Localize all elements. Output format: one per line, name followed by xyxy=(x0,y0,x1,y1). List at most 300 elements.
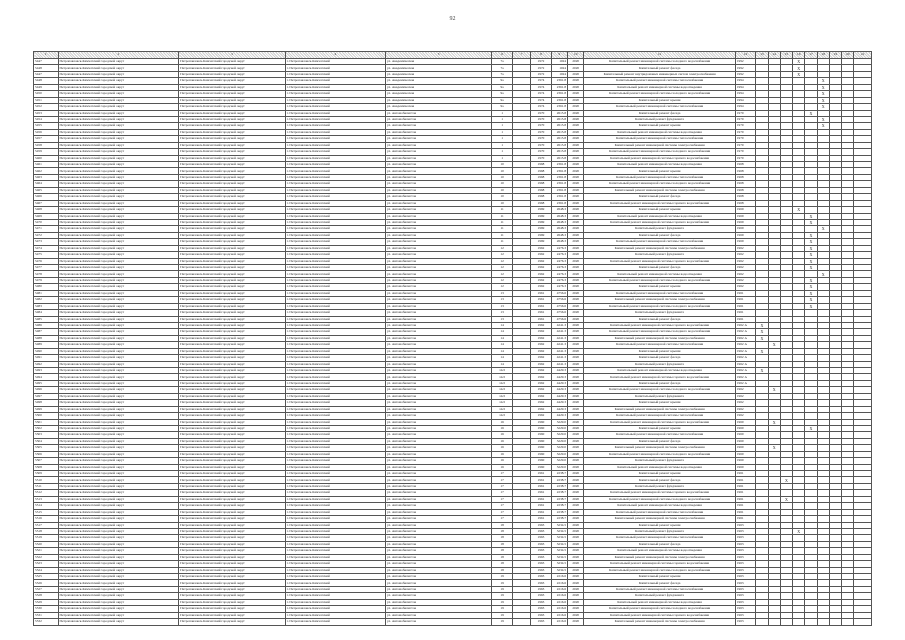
house-cell: 13 xyxy=(492,290,512,296)
street-cell: ул. Автомобилистов xyxy=(385,187,491,193)
district-cell: Петропавловск-Камчатский городской округ xyxy=(179,355,285,361)
owner-cell: Петропавловск-Камчатский городской округ xyxy=(58,554,179,560)
row-number: 5524 xyxy=(34,567,59,573)
year-end-cell: 1962 xyxy=(735,245,755,251)
city-cell: г. Петропавловск-Камчатский xyxy=(285,290,385,296)
house-cell: 9а xyxy=(492,78,512,84)
street-cell: ул. Автомобилистов xyxy=(385,116,491,122)
year-end-cell: 1963 xyxy=(735,574,755,580)
city-cell: г. Петропавловск-Камчатский xyxy=(285,129,385,135)
street-cell: ул. Автомобилистов xyxy=(385,425,491,431)
year-cell: 1972 xyxy=(531,59,551,65)
row-number: 5474 xyxy=(34,245,59,251)
work-type-cell: Капитальный ремонт инженерной системы водоотведения xyxy=(584,368,735,374)
area-cell: 2361.8 xyxy=(551,187,567,193)
year-cell: 1961 xyxy=(531,477,551,483)
district-cell: Петропавловск-Камчатский городской округ xyxy=(179,187,285,193)
district-cell: Петропавловск-Камчатский городской округ xyxy=(179,535,285,541)
mark-cell: X xyxy=(793,207,805,213)
work-type-cell: Капитальный ремонт крыши xyxy=(584,348,735,354)
district-cell: Петропавловск-Камчатский городской округ xyxy=(179,174,285,180)
work-type-cell: Капитальный ремонт инженерной системы холодного водоснабжения xyxy=(584,303,735,309)
mark-cell: X xyxy=(805,297,817,303)
district-cell: Петропавловск-Камчатский городской округ xyxy=(179,419,285,425)
area-cell: 3234.5 xyxy=(551,535,567,541)
street-cell: ул. Автомобилистов xyxy=(385,419,491,425)
year-cell: 1962 xyxy=(531,387,551,393)
mark-cell: X xyxy=(768,342,780,348)
city-cell: г. Петропавловск-Камчатский xyxy=(285,265,385,271)
period-cell: 2020 xyxy=(568,78,584,84)
area-cell: 3229.0 xyxy=(551,438,567,444)
mark-cell: X xyxy=(805,110,817,116)
district-cell: Петропавловск-Камчатский городской округ xyxy=(179,104,285,110)
row-number: 5466 xyxy=(34,194,59,200)
district-cell: Петропавловск-Камчатский городской округ xyxy=(179,232,285,238)
column-header: 6 xyxy=(492,52,512,59)
work-type-cell: Капитальный ремонт инженерной системы электроснабжения xyxy=(584,297,735,303)
period-cell: 2020 xyxy=(568,599,584,605)
work-type-cell: Капитальный ремонт фундамента xyxy=(584,528,735,534)
year-end-cell: 1961 xyxy=(735,483,755,489)
period-cell: 2020 xyxy=(568,451,584,457)
area-cell: 3234.5 xyxy=(551,548,567,554)
house-cell: 14 xyxy=(492,361,512,367)
district-cell: Петропавловск-Камчатский городской округ xyxy=(179,368,285,374)
city-cell: г. Петропавловск-Камчатский xyxy=(285,490,385,496)
period-cell: 2020 xyxy=(568,162,584,168)
work-type-cell: Капитальный ремонт фасада xyxy=(584,65,735,71)
city-cell: г. Петропавловск-Камчатский xyxy=(285,541,385,547)
street-cell: ул. Академическая xyxy=(385,59,491,65)
house-cell: 10 xyxy=(492,200,512,206)
year-end-cell: 1968 xyxy=(735,181,755,187)
city-cell: г. Петропавловск-Камчатский xyxy=(285,181,385,187)
year-cell: 1974 xyxy=(531,97,551,103)
district-cell: Петропавловск-Камчатский городской округ xyxy=(179,406,285,412)
district-cell: Петропавловск-Камчатский городской округ xyxy=(179,316,285,322)
year-cell: 1969 xyxy=(531,226,551,232)
period-cell: 2020 xyxy=(568,567,584,573)
work-type-cell: Капитальный ремонт инженерной системы холодного водоснабжения xyxy=(584,149,735,155)
year-cell: 1962 xyxy=(531,393,551,399)
owner-cell: Петропавловск-Камчатский городской округ xyxy=(58,490,179,496)
owner-cell: Петропавловск-Камчатский городской округ xyxy=(58,123,179,129)
row-number: 5529 xyxy=(34,599,59,605)
house-cell: 14/2 xyxy=(492,374,512,380)
work-type-cell: Капитальный ремонт инженерной системы горячего водоснабжения xyxy=(584,419,735,425)
work-type-cell: Капитальный ремонт инженерной системы водоотведения xyxy=(584,84,735,90)
area-cell: 3229.0 xyxy=(551,451,567,457)
year-end-cell: 1962 А xyxy=(735,348,755,354)
owner-cell: Петропавловск-Камчатский городской округ xyxy=(58,265,179,271)
period-cell: 2020 xyxy=(568,612,584,618)
row-number: 5491 xyxy=(34,355,59,361)
house-cell: 18 xyxy=(492,561,512,567)
owner-cell: Петропавловск-Камчатский городской округ xyxy=(58,586,179,592)
district-cell: Петропавловск-Камчатский городской округ xyxy=(179,374,285,380)
house-cell: 1 xyxy=(492,155,512,161)
city-cell: г. Петропавловск-Камчатский xyxy=(285,123,385,129)
year-end-cell: 1961 xyxy=(735,477,755,483)
year-end-cell: 1963 xyxy=(735,593,755,599)
mark-cell: X xyxy=(817,84,829,90)
owner-cell: Петропавловск-Камчатский городской округ xyxy=(58,142,179,148)
row-number: 5462 xyxy=(34,168,59,174)
district-cell: Петропавловск-Камчатский городской округ xyxy=(179,194,285,200)
column-header: 8 xyxy=(531,52,551,59)
city-cell: г. Петропавловск-Камчатский xyxy=(285,303,385,309)
area-cell: 2216.6 xyxy=(551,612,567,618)
street-cell: ул. Автомобилистов xyxy=(385,297,491,303)
year-cell: 1962 xyxy=(531,335,551,341)
area-cell: 2238.7 xyxy=(551,516,567,522)
street-cell: ул. Автомобилистов xyxy=(385,342,491,348)
year-end-cell: 1969 xyxy=(735,207,755,213)
row-number: 5454 xyxy=(34,116,59,122)
period-cell: 2020 xyxy=(568,290,584,296)
city-cell: г. Петропавловск-Камчатский xyxy=(285,580,385,586)
work-type-cell: Капитальный ремонт инженерной системы горячего водоснабжения xyxy=(584,561,735,567)
period-cell: 2020 xyxy=(568,265,584,271)
period-cell: 2020 xyxy=(568,586,584,592)
city-cell: г. Петропавловск-Камчатский xyxy=(285,239,385,245)
period-cell: 2020 xyxy=(568,136,584,142)
row-number: 5510 xyxy=(34,477,59,483)
street-cell: ул. Автомобилистов xyxy=(385,503,491,509)
street-cell: ул. Академическая xyxy=(385,91,491,97)
year-cell: 1972 xyxy=(531,65,551,71)
district-cell: Петропавловск-Камчатский городской округ xyxy=(179,574,285,580)
street-cell: ул. Автомобилистов xyxy=(385,316,491,322)
district-cell: Петропавловск-Камчатский городской округ xyxy=(179,322,285,328)
district-cell: Петропавловск-Камчатский городской округ xyxy=(179,516,285,522)
house-cell: 18 xyxy=(492,567,512,573)
house-cell: 14/2 xyxy=(492,406,512,412)
row-number: 5473 xyxy=(34,239,59,245)
house-cell: 14/2 xyxy=(492,400,512,406)
district-cell: Петропавловск-Камчатский городской округ xyxy=(179,213,285,219)
year-cell: 1968 xyxy=(531,187,551,193)
city-cell: г. Петропавловск-Камчатский xyxy=(285,535,385,541)
period-cell: 2020 xyxy=(568,406,584,412)
work-type-cell: Капитальный ремонт инженерной системы электроснабжения xyxy=(584,187,735,193)
work-type-cell: Капитальный ремонт фундамента xyxy=(584,310,735,316)
house-cell: 9а xyxy=(492,97,512,103)
period-cell: 2020 xyxy=(568,91,584,97)
year-end-cell: 1963 xyxy=(735,606,755,612)
street-cell: ул. Автомобилистов xyxy=(385,535,491,541)
row-number: 5489 xyxy=(34,342,59,348)
area-cell: 2361.8 xyxy=(551,91,567,97)
district-cell: Петропавловск-Камчатский городской округ xyxy=(179,477,285,483)
work-type-cell: Капитальный ремонт фундамента xyxy=(584,593,735,599)
street-cell: ул. Академическая xyxy=(385,84,491,90)
year-end-cell: 1961 xyxy=(735,310,755,316)
owner-cell: Петропавловск-Камчатский городской округ xyxy=(58,342,179,348)
work-type-cell: Капитальный ремонт крыши xyxy=(584,284,735,290)
year-cell: 1962 xyxy=(531,245,551,251)
owner-cell: Петропавловск-Камчатский городской округ xyxy=(58,322,179,328)
period-cell: 2020 xyxy=(568,71,584,77)
year-end-cell: 1961 xyxy=(735,509,755,515)
area-cell: 2615.8 xyxy=(551,149,567,155)
year-cell: 1974 xyxy=(531,91,551,97)
city-cell: г. Петропавловск-Камчатский xyxy=(285,91,385,97)
page-number: 92 xyxy=(449,16,456,22)
owner-cell: Петропавловск-Камчатский городской округ xyxy=(58,168,179,174)
period-cell: 2020 xyxy=(568,271,584,277)
street-cell: ул. Академическая xyxy=(385,97,491,103)
year-cell: 1961 xyxy=(531,290,551,296)
period-cell: 2020 xyxy=(568,310,584,316)
row-number: 5523 xyxy=(34,561,59,567)
area-cell: 2361.8 xyxy=(551,162,567,168)
district-cell: Петропавловск-Камчатский городской округ xyxy=(179,438,285,444)
row-number: 5457 xyxy=(34,136,59,142)
work-type-cell: Капитальный ремонт инженерной системы водоотведения xyxy=(584,213,735,219)
mark-cell xyxy=(768,619,780,625)
area-cell: 3229.0 xyxy=(551,445,567,451)
city-cell: г. Петропавловск-Камчатский xyxy=(285,458,385,464)
district-cell: Петропавловск-Камчатский городской округ xyxy=(179,490,285,496)
row-number: 5448 xyxy=(34,65,59,71)
year-end-cell: 1963 xyxy=(735,619,755,625)
area-cell: 4241.3 xyxy=(551,329,567,335)
area-cell: 4756.6 xyxy=(551,310,567,316)
period-cell: 2020 xyxy=(568,168,584,174)
street-cell: ул. Автомобилистов xyxy=(385,252,491,258)
district-cell: Петропавловск-Камчатский городской округ xyxy=(179,528,285,534)
year-end-cell: 1962 А xyxy=(735,342,755,348)
year-cell: 1968 xyxy=(531,200,551,206)
year-end-cell: 1962 А xyxy=(735,322,755,328)
year-cell: 1961 xyxy=(531,490,551,496)
period-cell: 2020 xyxy=(568,65,584,71)
column-header: 15 xyxy=(780,52,792,59)
year-cell: 1963 xyxy=(531,522,551,528)
period-cell: 2020 xyxy=(568,393,584,399)
house-cell: 18 xyxy=(492,535,512,541)
owner-cell: Петропавловск-Камчатский городской округ xyxy=(58,348,179,354)
owner-cell: Петропавловск-Камчатский городской округ xyxy=(58,78,179,84)
work-type-cell: Капитальный ремонт фасада xyxy=(584,477,735,483)
work-type-cell: Капитальный ремонт крыши xyxy=(584,207,735,213)
area-cell: 2476.3 xyxy=(551,265,567,271)
house-cell: 11 xyxy=(492,239,512,245)
year-cell: 1961 xyxy=(531,303,551,309)
year-cell: 1962 xyxy=(531,271,551,277)
area-cell: 2648.3 xyxy=(551,226,567,232)
period-cell: 2020 xyxy=(568,535,584,541)
area-cell: 4429.3 xyxy=(551,380,567,386)
year-end-cell: 1962 А xyxy=(735,380,755,386)
year-cell: 1960 xyxy=(531,445,551,451)
period-cell: 2020 xyxy=(568,503,584,509)
year-end-cell: 1968 xyxy=(735,162,755,168)
year-cell: 1970 xyxy=(531,110,551,116)
period-cell: 2020 xyxy=(568,322,584,328)
area-cell: 2238.7 xyxy=(551,503,567,509)
area-cell: 2216.6 xyxy=(551,574,567,580)
mark-cell: X xyxy=(817,91,829,97)
street-cell: ул. Автомобилистов xyxy=(385,155,491,161)
district-cell: Петропавловск-Камчатский городской округ xyxy=(179,329,285,335)
city-cell: г. Петропавловск-Камчатский xyxy=(285,342,385,348)
row-number: 5485 xyxy=(34,316,59,322)
city-cell: г. Петропавловск-Камчатский xyxy=(285,419,385,425)
street-cell: ул. Автомобилистов xyxy=(385,567,491,573)
period-cell: 2020 xyxy=(568,355,584,361)
area-cell: 2361.8 xyxy=(551,97,567,103)
row-number: 5480 xyxy=(34,284,59,290)
work-type-cell: Капитальный ремонт инженерной системы горячего водоснабжения xyxy=(584,374,735,380)
period-cell: 2020 xyxy=(568,432,584,438)
street-cell: ул. Автомобилистов xyxy=(385,149,491,155)
street-cell: ул. Автомобилистов xyxy=(385,496,491,502)
district-cell: Петропавловск-Камчатский городской округ xyxy=(179,97,285,103)
district-cell: Петропавловск-Камчатский городской округ xyxy=(179,361,285,367)
work-type-cell: Капитальный ремонт инженерной системы водоотведения xyxy=(584,271,735,277)
street-cell: ул. Автомобилистов xyxy=(385,335,491,341)
area-cell: 3229.0 xyxy=(551,419,567,425)
city-cell: г. Петропавловск-Камчатский xyxy=(285,464,385,470)
area-cell: 2648.3 xyxy=(551,207,567,213)
year-cell: 1963 xyxy=(531,619,551,625)
year-cell: 1963 xyxy=(531,554,551,560)
owner-cell: Петропавловск-Камчатский городской округ xyxy=(58,509,179,515)
street-cell: ул. Автомобилистов xyxy=(385,226,491,232)
city-cell: г. Петропавловск-Камчатский xyxy=(285,387,385,393)
district-cell: Петропавловск-Камчатский городской округ xyxy=(179,445,285,451)
work-type-cell: Капитальный ремонт инженерной системы горячего водоснабжения xyxy=(584,155,735,161)
work-type-cell: Капитальный ремонт инженерной системы холодного водоснабжения xyxy=(584,181,735,187)
owner-cell: Петропавловск-Камчатский городской округ xyxy=(58,548,179,554)
work-type-cell: Капитальный ремонт инженерной системы электроснабжения xyxy=(584,554,735,560)
year-end-cell: 1970 xyxy=(735,110,755,116)
mark-cell: X xyxy=(768,387,780,393)
district-cell: Петропавловск-Камчатский городской округ xyxy=(179,162,285,168)
row-number: 5476 xyxy=(34,258,59,264)
area-cell: 4429.3 xyxy=(551,413,567,419)
row-number: 5464 xyxy=(34,181,59,187)
year-cell: 1962 xyxy=(531,348,551,354)
city-cell: г. Петропавловск-Камчатский xyxy=(285,78,385,84)
owner-cell: Петропавловск-Камчатский городской округ xyxy=(58,393,179,399)
row-number: 5447 xyxy=(34,71,59,77)
empty-cell xyxy=(512,619,530,625)
district-cell: Петропавловск-Камчатский городской округ xyxy=(179,471,285,477)
row-number: 5501 xyxy=(34,419,59,425)
year-cell: 1969 xyxy=(531,213,551,219)
mark-cell: X xyxy=(780,477,792,483)
year-end-cell: 1962 xyxy=(735,393,755,399)
street-cell: ул. Автомобилистов xyxy=(385,490,491,496)
street-cell: ул. Автомобилистов xyxy=(385,438,491,444)
year-end-cell: 1970 xyxy=(735,136,755,142)
area-cell: 2476.3 xyxy=(551,245,567,251)
district-cell: Петропавловск-Камчатский городской округ xyxy=(179,586,285,592)
year-cell: 1963 xyxy=(531,548,551,554)
area-cell: 2476.3 xyxy=(551,258,567,264)
house-cell: 12 xyxy=(492,258,512,264)
year-end-cell: 1962 А xyxy=(735,329,755,335)
row-number: 5448 xyxy=(34,78,59,84)
owner-cell: Петропавловск-Камчатский городской округ xyxy=(58,207,179,213)
city-cell: г. Петропавловск-Камчатский xyxy=(285,329,385,335)
owner-cell: Петропавловск-Камчатский городской округ xyxy=(58,104,179,110)
area-cell: 3229.0 xyxy=(551,432,567,438)
area-cell: 4756.6 xyxy=(551,297,567,303)
period-cell: 2020 xyxy=(568,445,584,451)
owner-cell: Петропавловск-Камчатский городской округ xyxy=(58,561,179,567)
street-cell: ул. Автомобилистов xyxy=(385,516,491,522)
row-number: 5507 xyxy=(34,458,59,464)
row-number: 5502 xyxy=(34,425,59,431)
owner-cell: Петропавловск-Камчатский городской округ xyxy=(58,445,179,451)
city-cell: г. Петропавловск-Камчатский xyxy=(285,252,385,258)
work-type-cell: Капитальный ремонт инженерной системы горячего водоснабжения xyxy=(584,258,735,264)
house-cell: 16 xyxy=(492,438,512,444)
year-end-cell: 1970 xyxy=(735,142,755,148)
area-cell: 2361.8 xyxy=(551,84,567,90)
period-cell: 2020 xyxy=(568,464,584,470)
year-end-cell: 1969 xyxy=(735,213,755,219)
year-cell: 1963 xyxy=(531,541,551,547)
period-cell: 2020 xyxy=(568,619,584,625)
area-cell: 3229.0 xyxy=(551,425,567,431)
period-cell: 2020 xyxy=(568,438,584,444)
house-cell: 16 xyxy=(492,425,512,431)
row-number: 5520 xyxy=(34,541,59,547)
house-cell: 13 xyxy=(492,316,512,322)
row-number: 5487 xyxy=(34,329,59,335)
period-cell: 2020 xyxy=(568,258,584,264)
house-cell: 14/2 xyxy=(492,368,512,374)
mark-cell: X xyxy=(817,226,829,232)
mark-cell xyxy=(756,619,768,625)
period-cell: 2020 xyxy=(568,194,584,200)
row-number: 5497 xyxy=(34,393,59,399)
area-cell: 4756.6 xyxy=(551,290,567,296)
mark-cell xyxy=(793,619,805,625)
year-cell: 1974 xyxy=(531,84,551,90)
street-cell: ул. Автомобилистов xyxy=(385,580,491,586)
year-cell: 1961 xyxy=(531,310,551,316)
year-end-cell: 1970 xyxy=(735,149,755,155)
owner-cell: Петропавловск-Камчатский городской округ xyxy=(58,65,179,71)
house-cell: 16 xyxy=(492,451,512,457)
table-row xyxy=(34,619,872,625)
street-cell: ул. Автомобилистов xyxy=(385,168,491,174)
work-type-cell: Капитальный ремонт инженерной системы теплоснабжения xyxy=(584,535,735,541)
city-cell: г. Петропавловск-Камчатский xyxy=(285,174,385,180)
owner-cell: Петропавловск-Камчатский городской округ xyxy=(58,200,179,206)
owner-cell: Петропавловск-Камчатский городской округ xyxy=(58,593,179,599)
owner-cell: Петропавловск-Камчатский городской округ xyxy=(58,194,179,200)
street-cell: ул. Автомобилистов xyxy=(385,142,491,148)
owner-cell: Петропавловск-Камчатский городской округ xyxy=(58,419,179,425)
row-number: 5505 xyxy=(34,445,59,451)
year-cell: 1962 xyxy=(531,361,551,367)
owner-cell: Петропавловск-Камчатский городской округ xyxy=(58,329,179,335)
house-cell: 16 xyxy=(492,458,512,464)
mark-cell xyxy=(780,619,792,625)
city-cell: г. Петропавловск-Камчатский xyxy=(285,612,385,618)
street-cell: ул. Автомобилистов xyxy=(385,329,491,335)
year-end-cell: 1992 xyxy=(735,71,755,77)
owner-cell: Петропавловск-Камчатский городской округ xyxy=(58,413,179,419)
